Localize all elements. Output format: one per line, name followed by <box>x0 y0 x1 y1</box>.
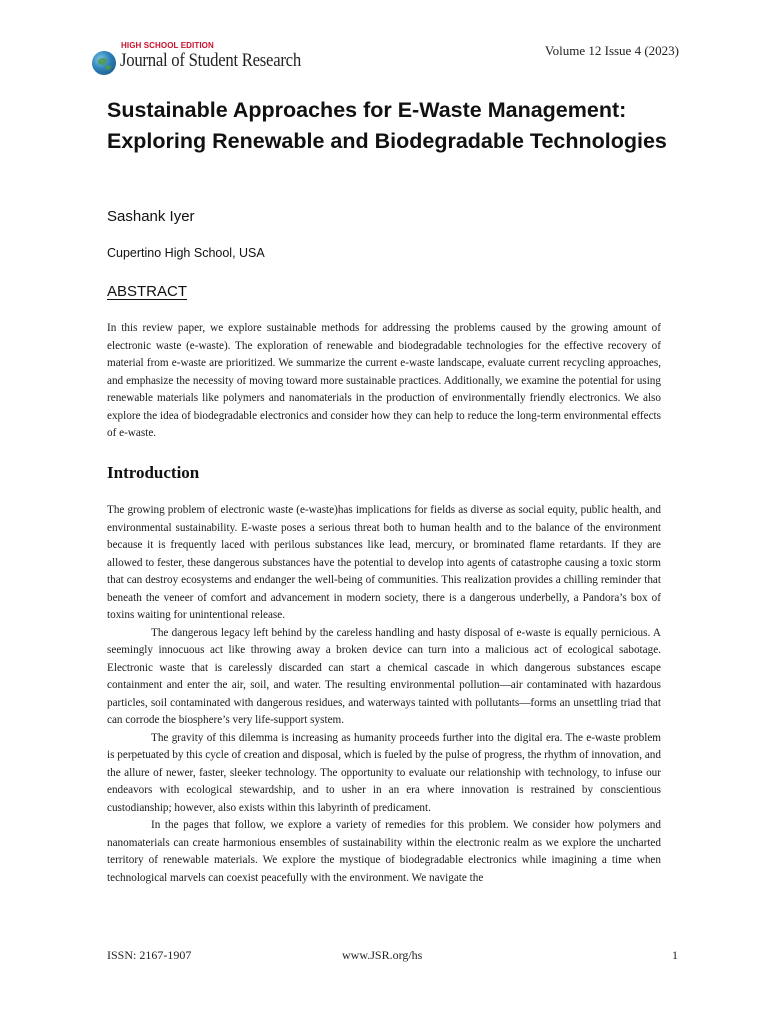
introduction-heading: Introduction <box>107 463 200 482</box>
intro-paragraph: In the pages that follow, we explore a variety of remedies for this problem. We consider how polymers and nanomaterials can create harmonious ensembles of sustainability within the electronic realm as we explore the uncharted territory of renewable materials. We explore the mystique of biodegradable electronics while imagining a time when technological marvels can coexist peacefully with the environment. We navigate the <box>107 819 661 884</box>
footer-url[interactable]: www.JSR.org/hs <box>342 948 423 962</box>
footer-issn: ISSN: 2167-1907 <box>107 948 192 962</box>
page-number: 1 <box>672 948 678 962</box>
intro-paragraph: The gravity of this dilemma is increasing as humanity proceeds further into the digital era. The e-waste problem is perpetuated by this cycle of creation and disposal, which is fueled by the pulse of progress, the rhythm of innovation, and the allure of newer, faster, sleeker technology. The opportunity to evaluate our relationship with technology, to infuse our endeavors with ecological stewardship, and to usher in an era where innovation is restrained by conscientious custodianship; however, also exists within this labyrinth of predicament. <box>107 731 661 814</box>
intro-paragraph: The dangerous legacy left behind by the careless handling and hasty disposal of e-waste is equally pernicious. A seemingly innocuous act like throwing away a broken device can turn into a malicious act of ecological sabotage. Electronic waste that is carelessly discarded can start a chemical cascade in which dangerous substances escape containment and enter the air, soil, and water. The resulting environmental pollution—air contaminated with hazardous particles, soil contaminated with dangerous residues, and waterways tainted with pollutants—forms an unsettling triad that can corrode the biosphere’s very life-support system. <box>107 626 661 726</box>
globe-icon <box>92 51 116 75</box>
paper-title: Sustainable Approaches for E-Waste Management: Exploring Renewable and Biodegradable Technologies <box>107 98 667 153</box>
author-affiliation: Cupertino High School, USA <box>107 246 265 260</box>
author-name: Sashank Iyer <box>107 208 195 225</box>
journal-logo <box>92 41 301 77</box>
intro-paragraph: The growing problem of electronic waste (e-waste)has implications for fields as diverse as social equity, public health, and environmental sustainability. E-waste poses a serious threat both to human health and to the balance of the environment because it is frequently laced with perilous substances like lead, mercury, or brominated flame retardants. If they are allowed to fester, these dangerous substances have the potential to develop into agents of catastrophe causing a toxic storm that can destroy ecosystems and endanger the well-being of communities. This realization provides a chilling reminder that beneath the veneer of comfort and advancement in modern society, there is a dangerous underbelly, a Pandora’s box of toxins waiting for unintentional release. <box>107 504 661 621</box>
volume-issue: Volume 12 Issue 4 (2023) <box>544 43 679 58</box>
logo-journal-name: Journal of Student Research <box>120 50 301 71</box>
logo-edition-label: HIGH SCHOOL EDITION <box>121 41 214 50</box>
abstract-heading: ABSTRACT <box>107 283 188 300</box>
abstract-text: In this review paper, we explore sustainable methods for addressing the problems caused by the growing amount of electronic waste (e-waste). The exploration of renewable and biodegradable technologies for the effective recovery of material from e-waste are prioritized. We summarize the current e-waste landscape, evaluate current recycling approaches, and emphasize the necessity of moving toward more sustainable practices. Additionally, we examine the potential for using renewable materials like polymers and nanomaterials in the production of environmentally friendly electronics. We also explore the idea of biodegradable electronics and consider how they can help to reduce the long-term environmental effects of e-waste. <box>107 322 661 439</box>
introduction-body <box>107 502 661 887</box>
